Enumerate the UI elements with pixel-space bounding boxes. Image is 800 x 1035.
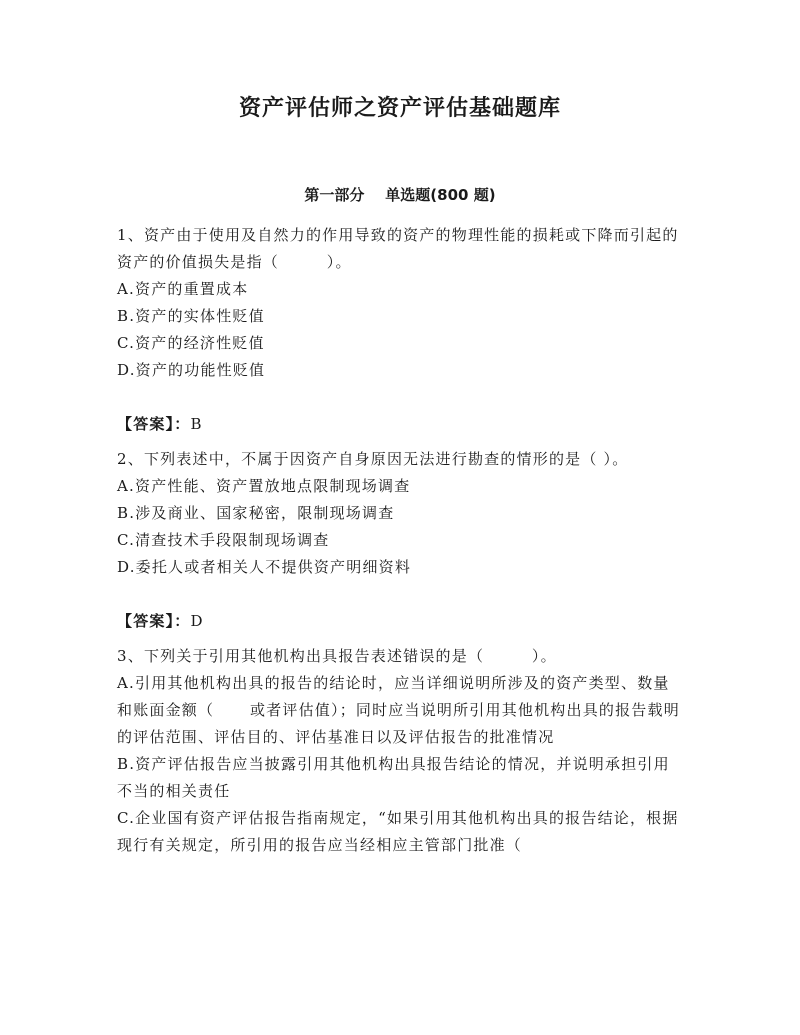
document-title: 资产评估师之资产评估基础题库 — [238, 96, 561, 121]
option-c: C.企业国有资产评估报告指南规定，“如果引用其他机构出具的报告结论，根据现行有关规定，所引用的报告应当经相应主管部门批准（ — [117, 809, 679, 854]
option-b: B.资产评估报告应当披露引用其他机构出具报告结论的情况，并说明承担引用不当的相关责任 — [117, 755, 670, 800]
option-d: D.委托人或者相关人不提供资产明细资料 — [117, 558, 412, 576]
question-stem: 1、资产由于使用及自然力的作用导致的资产的物理性能的损耗或下降而引起的资产的价值损失是指（ ）。 — [117, 226, 679, 271]
question-3 — [117, 643, 683, 859]
question-1 — [117, 222, 683, 438]
section-title: 第一部分 单选题(800 题) — [304, 186, 496, 204]
question-2 — [117, 446, 683, 635]
answer-value: D — [190, 612, 204, 630]
question-stem: 3、下列关于引用其他机构出具报告表述错误的是（ ）。 — [117, 647, 557, 665]
answer-label: 【答案】： — [117, 612, 191, 630]
option-b: B.资产的实体性贬值 — [117, 307, 265, 325]
option-d: D.资产的功能性贬值 — [117, 361, 266, 379]
answer-value: B — [190, 415, 203, 433]
answer-line — [117, 411, 683, 438]
answer-line — [117, 608, 683, 635]
question-list — [117, 222, 683, 859]
option-a: A.引用其他机构出具的报告的结论时，应当详细说明所涉及的资产类型、数量和账面金额（ 或者评估值）；同时应当说明所引用其他机构出具的报告载明的评估范围、评估目的、评估基准日以及评估报告的批准情况 — [117, 674, 680, 746]
question-stem: 2、下列表述中，不属于因资产自身原因无法进行勘查的情形的是（ ）。 — [117, 450, 629, 468]
option-b: B.涉及商业、国家秘密，限制现场调查 — [117, 504, 395, 522]
answer-label: 【答案】： — [117, 415, 191, 433]
option-c: C.资产的经济性贬值 — [117, 334, 265, 352]
option-c: C.清查技术手段限制现场调查 — [117, 531, 330, 549]
option-a: A.资产的重置成本 — [117, 280, 249, 298]
option-a: A.资产性能、资产置放地点限制现场调查 — [117, 477, 411, 495]
